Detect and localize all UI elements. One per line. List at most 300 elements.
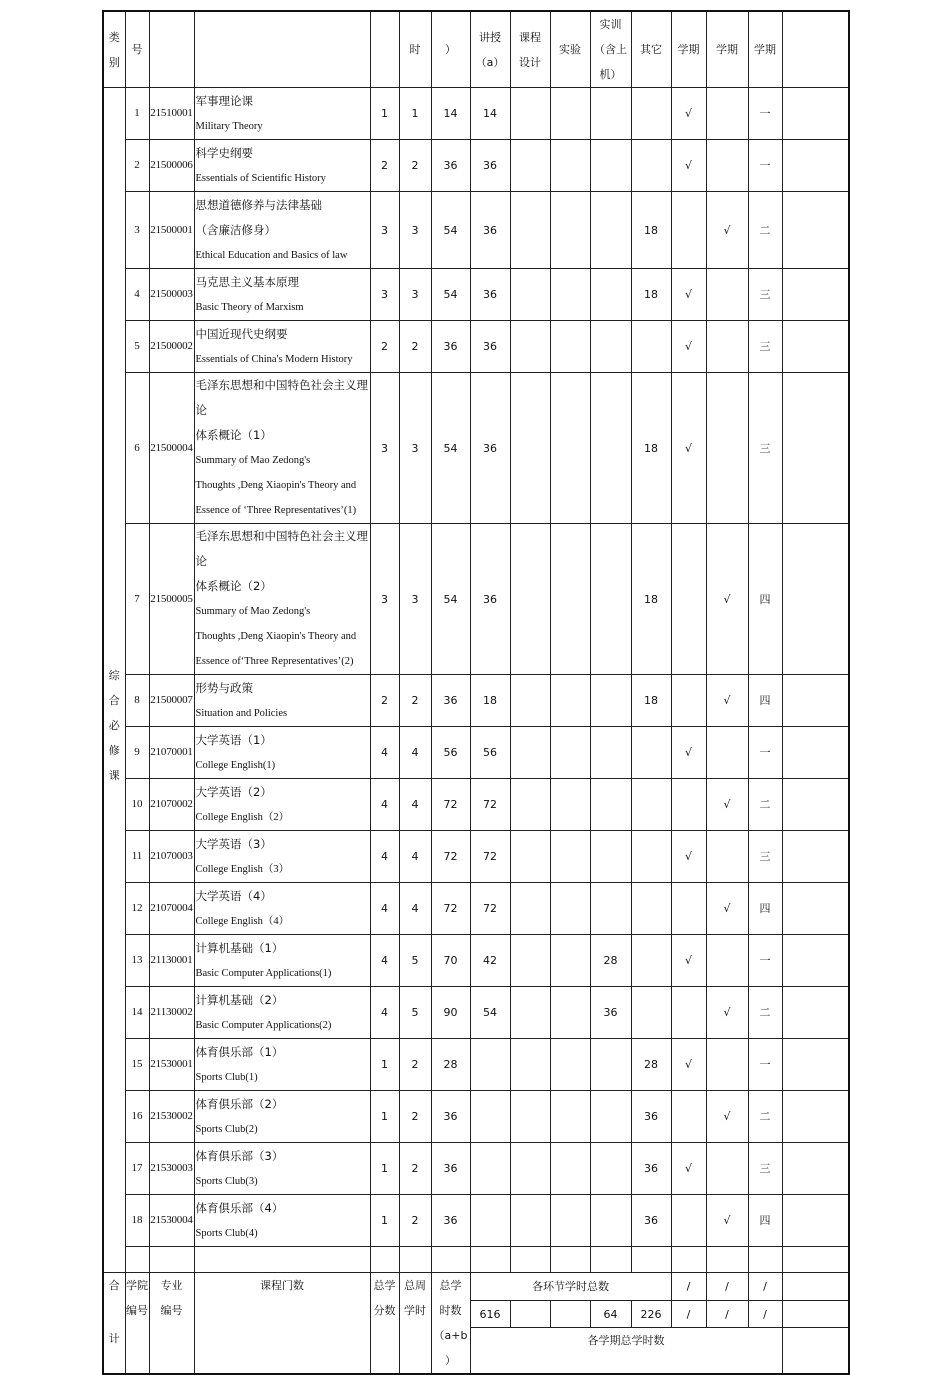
- other-hours: [631, 883, 671, 935]
- lecture-hours: 36: [470, 269, 510, 321]
- semester-2-mark: [706, 935, 748, 987]
- empty-cell: [550, 1247, 590, 1273]
- weekly-hours: 2: [399, 1039, 431, 1091]
- term: 一: [748, 88, 782, 140]
- total-hours: 72: [431, 883, 470, 935]
- lecture-total: 616: [470, 1301, 510, 1328]
- slash-cell: /: [706, 1301, 748, 1328]
- credit: 3: [370, 373, 399, 524]
- weekly-hours: 2: [399, 321, 431, 373]
- empty-cell: [370, 1247, 399, 1273]
- blank-cell: [782, 675, 849, 727]
- course-name: 思想道德修养与法律基础 （含廉洁修身） Ethical Education and Basics of law: [194, 192, 370, 269]
- semester-2-mark: [706, 88, 748, 140]
- design-hours: [510, 1195, 550, 1247]
- semester-2-mark: [706, 831, 748, 883]
- credit: 3: [370, 524, 399, 675]
- course-name: 军事理论课 Military Theory: [194, 88, 370, 140]
- design-hours: [510, 1143, 550, 1195]
- semester-1-mark: √: [671, 935, 706, 987]
- row-number: 8: [125, 675, 149, 727]
- course-code: 21530002: [149, 1091, 194, 1143]
- table-row: [103, 140, 849, 192]
- blank-cell: [782, 987, 849, 1039]
- table-row: [103, 1091, 849, 1143]
- credit: 4: [370, 831, 399, 883]
- term: 四: [748, 883, 782, 935]
- lecture-hours: 18: [470, 675, 510, 727]
- slash-cell: /: [671, 1301, 706, 1328]
- semester-2-mark: [706, 1143, 748, 1195]
- semester-1-mark: [671, 779, 706, 831]
- term: 二: [748, 1091, 782, 1143]
- course-name: 中国近现代史纲要 Essentials of China's Modern History: [194, 321, 370, 373]
- credit: 1: [370, 88, 399, 140]
- empty-cell: [706, 1247, 748, 1273]
- term: 二: [748, 987, 782, 1039]
- experiment-hours: [550, 831, 590, 883]
- header-row: [103, 11, 849, 88]
- slash-cell: /: [671, 1273, 706, 1301]
- number-header: 号: [125, 11, 149, 88]
- credit: 3: [370, 192, 399, 269]
- row-number: 18: [125, 1195, 149, 1247]
- total-label: 合 计: [103, 1273, 125, 1375]
- training-hours: [590, 675, 631, 727]
- design-hours: [510, 675, 550, 727]
- blank-cell: [782, 1195, 849, 1247]
- table-row: [103, 935, 849, 987]
- row-number: 2: [125, 140, 149, 192]
- other-hours: 18: [631, 373, 671, 524]
- blank-cell: [782, 883, 849, 935]
- blank-cell: [782, 779, 849, 831]
- weekly-hours: 3: [399, 192, 431, 269]
- design-hours: [510, 192, 550, 269]
- experiment-hours: [550, 1143, 590, 1195]
- course-name-header: [194, 11, 370, 88]
- course-code: 21130002: [149, 987, 194, 1039]
- training-hours: [590, 831, 631, 883]
- course-name: 大学英语（1） College English(1): [194, 727, 370, 779]
- blank-cell: [782, 1143, 849, 1195]
- course-name: 科学史纲要 Essentials of Scientific History: [194, 140, 370, 192]
- summary-row-1: [103, 1273, 849, 1301]
- training-hours: [590, 1143, 631, 1195]
- weekly-hours: 4: [399, 883, 431, 935]
- code-header: [149, 11, 194, 88]
- credit: 2: [370, 321, 399, 373]
- course-design-header: 课程 设计: [510, 11, 550, 88]
- semester-1-mark: [671, 1195, 706, 1247]
- experiment-hours: [550, 935, 590, 987]
- course-name: 毛泽东思想和中国特色社会主义理论 体系概论（2） Summary of Mao Zedong's Thoughts ,Deng Xiaopin's Theory and Essence of‘Three Representatives’(2): [194, 524, 370, 675]
- semester-2-mark: [706, 321, 748, 373]
- course-code: 21130001: [149, 935, 194, 987]
- course-name: 大学英语（4） College English（4）: [194, 883, 370, 935]
- experiment-hours: [550, 1195, 590, 1247]
- semester-2-mark: [706, 373, 748, 524]
- training-hours: [590, 1039, 631, 1091]
- credit: 1: [370, 1091, 399, 1143]
- credit: 2: [370, 140, 399, 192]
- total-hours: 36: [431, 1195, 470, 1247]
- empty-row: [103, 1247, 849, 1273]
- experiment-hours: [550, 373, 590, 524]
- course-name: 计算机基础（1） Basic Computer Applications(1): [194, 935, 370, 987]
- table-row: [103, 831, 849, 883]
- weekly-hours: 5: [399, 935, 431, 987]
- blank-cell: [782, 524, 849, 675]
- semester-1-mark: √: [671, 373, 706, 524]
- design-hours: [510, 88, 550, 140]
- training-hours: [590, 140, 631, 192]
- total-hours: 36: [431, 675, 470, 727]
- empty-cell: [149, 1247, 194, 1273]
- blank-cell: [782, 1301, 849, 1328]
- course-name: 体育俱乐部（2） Sports Club(2): [194, 1091, 370, 1143]
- course-code: 21070004: [149, 883, 194, 935]
- other-hours: [631, 935, 671, 987]
- experiment-hours: [550, 987, 590, 1039]
- lecture-hours: 56: [470, 727, 510, 779]
- course-name: 体育俱乐部（4） Sports Club(4): [194, 1195, 370, 1247]
- empty-cell: [125, 1247, 149, 1273]
- total-hours: 36: [431, 140, 470, 192]
- total-hours: 72: [431, 831, 470, 883]
- total-hours: 70: [431, 935, 470, 987]
- design-hours: [510, 1091, 550, 1143]
- row-number: 4: [125, 269, 149, 321]
- semester-2-header: 学期: [706, 11, 748, 88]
- other-hours: 28: [631, 1039, 671, 1091]
- semester-2-mark: √: [706, 1091, 748, 1143]
- other-hours: [631, 727, 671, 779]
- weekly-hours: 2: [399, 140, 431, 192]
- weekly-hours: 3: [399, 373, 431, 524]
- training-hours: [590, 779, 631, 831]
- term: 一: [748, 140, 782, 192]
- lecture-hours: 72: [470, 831, 510, 883]
- training-hours: [590, 269, 631, 321]
- total-hours: 54: [431, 524, 470, 675]
- design-hours: [510, 140, 550, 192]
- table-row: [103, 779, 849, 831]
- training-hours: [590, 1091, 631, 1143]
- semester-2-mark: √: [706, 675, 748, 727]
- empty-cell: [590, 1247, 631, 1273]
- experiment-hours: [550, 1091, 590, 1143]
- course-code: 21070002: [149, 779, 194, 831]
- blank-cell: [782, 1091, 849, 1143]
- total-hours: 36: [431, 1091, 470, 1143]
- empty-cell: [470, 1247, 510, 1273]
- semester-2-mark: √: [706, 883, 748, 935]
- table-row: [103, 727, 849, 779]
- semester-1-mark: [671, 524, 706, 675]
- table-row: [103, 883, 849, 935]
- empty-cell: [748, 1247, 782, 1273]
- course-name: 马克思主义基本原理 Basic Theory of Marxism: [194, 269, 370, 321]
- lecture-hours: 36: [470, 373, 510, 524]
- course-name: 体育俱乐部（3） Sports Club(3): [194, 1143, 370, 1195]
- total-hours: 54: [431, 373, 470, 524]
- training-hours: [590, 192, 631, 269]
- course-code: 21510001: [149, 88, 194, 140]
- design-hours: [510, 373, 550, 524]
- credit: 4: [370, 987, 399, 1039]
- other-hours: 36: [631, 1091, 671, 1143]
- blank-header: [782, 11, 849, 88]
- blank-cell: [782, 140, 849, 192]
- design-hours: [510, 524, 550, 675]
- semester-1-mark: √: [671, 88, 706, 140]
- lecture-hours: 42: [470, 935, 510, 987]
- training-hours: [590, 1195, 631, 1247]
- term: 一: [748, 935, 782, 987]
- semester-total-label: 各学期总学时数: [470, 1328, 782, 1374]
- credit: 4: [370, 727, 399, 779]
- semester-1-mark: [671, 1091, 706, 1143]
- course-count-label: 课程门数: [194, 1273, 370, 1375]
- slash-cell: /: [748, 1301, 782, 1328]
- design-hours: [510, 987, 550, 1039]
- row-number: 14: [125, 987, 149, 1039]
- other-hours: [631, 987, 671, 1039]
- blank-cell: [782, 727, 849, 779]
- term: 三: [748, 1143, 782, 1195]
- empty-cell: [431, 1247, 470, 1273]
- training-hours: [590, 88, 631, 140]
- experiment-hours: [550, 88, 590, 140]
- other-hours: [631, 831, 671, 883]
- experiment-hours: [550, 192, 590, 269]
- other-hours: 18: [631, 192, 671, 269]
- course-code: 21530004: [149, 1195, 194, 1247]
- course-code: 21530003: [149, 1143, 194, 1195]
- blank-cell: [782, 88, 849, 140]
- training-hours: 28: [590, 935, 631, 987]
- training-hours: [590, 727, 631, 779]
- semester-2-mark: [706, 727, 748, 779]
- course-code: 21070003: [149, 831, 194, 883]
- empty-cell: [194, 1247, 370, 1273]
- blank-cell: [782, 373, 849, 524]
- empty-cell: [782, 1247, 849, 1273]
- weekly-hours: 4: [399, 727, 431, 779]
- term: 一: [748, 1039, 782, 1091]
- semester-1-mark: √: [671, 140, 706, 192]
- lecture-header: 讲授 （a）: [470, 11, 510, 88]
- table-row: [103, 88, 849, 140]
- training-hours: [590, 373, 631, 524]
- table-row: [103, 675, 849, 727]
- semester-2-mark: √: [706, 192, 748, 269]
- semester-1-mark: [671, 987, 706, 1039]
- semester-header: 学期: [748, 11, 782, 88]
- row-number: 7: [125, 524, 149, 675]
- empty-cell: [399, 1247, 431, 1273]
- total-hours: 36: [431, 1143, 470, 1195]
- total-hours-header: ）: [431, 11, 470, 88]
- course-name: 毛泽东思想和中国特色社会主义理论 体系概论（1） Summary of Mao Zedong's Thoughts ,Deng Xiaopin's Theory and Essence of ‘Three Representatives’(1): [194, 373, 370, 524]
- experiment-hours: [550, 779, 590, 831]
- course-code: 21500006: [149, 140, 194, 192]
- row-number: 17: [125, 1143, 149, 1195]
- experiment-hours: [550, 727, 590, 779]
- course-name: 体育俱乐部（1） Sports Club(1): [194, 1039, 370, 1091]
- row-number: 15: [125, 1039, 149, 1091]
- semester-1-mark: √: [671, 1039, 706, 1091]
- term: 四: [748, 675, 782, 727]
- total-hours: 14: [431, 88, 470, 140]
- term: 三: [748, 321, 782, 373]
- design-hours: [510, 321, 550, 373]
- course-code: 21070001: [149, 727, 194, 779]
- lecture-hours: [470, 1143, 510, 1195]
- row-number: 3: [125, 192, 149, 269]
- semester-2-mark: [706, 269, 748, 321]
- total-hours: 90: [431, 987, 470, 1039]
- total-hours: 56: [431, 727, 470, 779]
- semester-2-mark: [706, 1039, 748, 1091]
- row-number: 11: [125, 831, 149, 883]
- course-name: 形势与政策 Situation and Policies: [194, 675, 370, 727]
- term: 二: [748, 779, 782, 831]
- course-name: 计算机基础（2） Basic Computer Applications(2): [194, 987, 370, 1039]
- table-row: [103, 373, 849, 524]
- training-hours: 36: [590, 987, 631, 1039]
- lecture-hours: [470, 1091, 510, 1143]
- lecture-hours: 14: [470, 88, 510, 140]
- lecture-hours: 36: [470, 192, 510, 269]
- experiment-hours: [550, 321, 590, 373]
- table-row: [103, 192, 849, 269]
- weekly-hours: 5: [399, 987, 431, 1039]
- table-row: [103, 524, 849, 675]
- design-hours: [510, 935, 550, 987]
- credit: 4: [370, 779, 399, 831]
- course-name: 大学英语（2） College English（2）: [194, 779, 370, 831]
- course-code: 21530001: [149, 1039, 194, 1091]
- semester-2-mark: √: [706, 987, 748, 1039]
- total-hours: 54: [431, 192, 470, 269]
- row-number: 12: [125, 883, 149, 935]
- design-total: [510, 1301, 550, 1328]
- row-number: 5: [125, 321, 149, 373]
- credit: 1: [370, 1143, 399, 1195]
- experiment-hours: [550, 883, 590, 935]
- course-code: 21500003: [149, 269, 194, 321]
- semester-1-mark: [671, 192, 706, 269]
- credit: 1: [370, 1039, 399, 1091]
- training-hours: [590, 321, 631, 373]
- major-code-label: 专业 编号: [149, 1273, 194, 1375]
- course-code: 21500007: [149, 675, 194, 727]
- table-row: [103, 269, 849, 321]
- semester-1-mark: √: [671, 321, 706, 373]
- weekly-hours-label: 总周 学时: [399, 1273, 431, 1375]
- semester-2-mark: √: [706, 779, 748, 831]
- semester-1-header: 学期: [671, 11, 706, 88]
- experiment-total: [550, 1301, 590, 1328]
- experiment-header: 实验: [550, 11, 590, 88]
- semester-2-mark: √: [706, 524, 748, 675]
- semester-1-mark: [671, 883, 706, 935]
- blank-cell: [782, 269, 849, 321]
- design-hours: [510, 831, 550, 883]
- lecture-hours: 36: [470, 140, 510, 192]
- lecture-hours: 36: [470, 524, 510, 675]
- table-row: [103, 1143, 849, 1195]
- category-cell: 综 合 必 修 课: [103, 88, 125, 1273]
- experiment-hours: [550, 675, 590, 727]
- credit: 1: [370, 1195, 399, 1247]
- other-hours: [631, 88, 671, 140]
- weekly-hours: 1: [399, 88, 431, 140]
- slash-cell: /: [748, 1273, 782, 1301]
- table-row: [103, 987, 849, 1039]
- table-row: [103, 321, 849, 373]
- other-hours: 18: [631, 675, 671, 727]
- empty-cell: [510, 1247, 550, 1273]
- total-hours: 28: [431, 1039, 470, 1091]
- semester-2-mark: √: [706, 1195, 748, 1247]
- other-hours: [631, 779, 671, 831]
- other-hours: 36: [631, 1143, 671, 1195]
- training-header: 实训 （含上 机）: [590, 11, 631, 88]
- row-number: 1: [125, 88, 149, 140]
- lecture-hours: [470, 1195, 510, 1247]
- weekly-hours-header: 时: [399, 11, 431, 88]
- course-code: 21500002: [149, 321, 194, 373]
- blank-cell: [782, 1039, 849, 1091]
- table-row: [103, 1039, 849, 1091]
- training-hours: [590, 883, 631, 935]
- row-number: 13: [125, 935, 149, 987]
- term: 三: [748, 373, 782, 524]
- blank-cell: [782, 321, 849, 373]
- training-hours: [590, 524, 631, 675]
- design-hours: [510, 269, 550, 321]
- lecture-hours: 72: [470, 883, 510, 935]
- total-credit-label: 总学 分数: [370, 1273, 399, 1375]
- training-total: 64: [590, 1301, 631, 1328]
- semester-1-mark: √: [671, 269, 706, 321]
- other-hours: 36: [631, 1195, 671, 1247]
- experiment-hours: [550, 524, 590, 675]
- lecture-hours: 36: [470, 321, 510, 373]
- blank-cell: [782, 831, 849, 883]
- experiment-hours: [550, 1039, 590, 1091]
- weekly-hours: 3: [399, 269, 431, 321]
- weekly-hours: 4: [399, 779, 431, 831]
- weekly-hours: 2: [399, 1195, 431, 1247]
- blank-cell: [782, 1328, 849, 1374]
- lecture-hours: 72: [470, 779, 510, 831]
- design-hours: [510, 779, 550, 831]
- blank-cell: [782, 935, 849, 987]
- semester-2-mark: [706, 140, 748, 192]
- design-hours: [510, 727, 550, 779]
- term: 三: [748, 269, 782, 321]
- other-hours: [631, 321, 671, 373]
- semester-1-mark: √: [671, 727, 706, 779]
- design-hours: [510, 883, 550, 935]
- course-plan-table: [102, 10, 850, 1375]
- row-number: 9: [125, 727, 149, 779]
- design-hours: [510, 1039, 550, 1091]
